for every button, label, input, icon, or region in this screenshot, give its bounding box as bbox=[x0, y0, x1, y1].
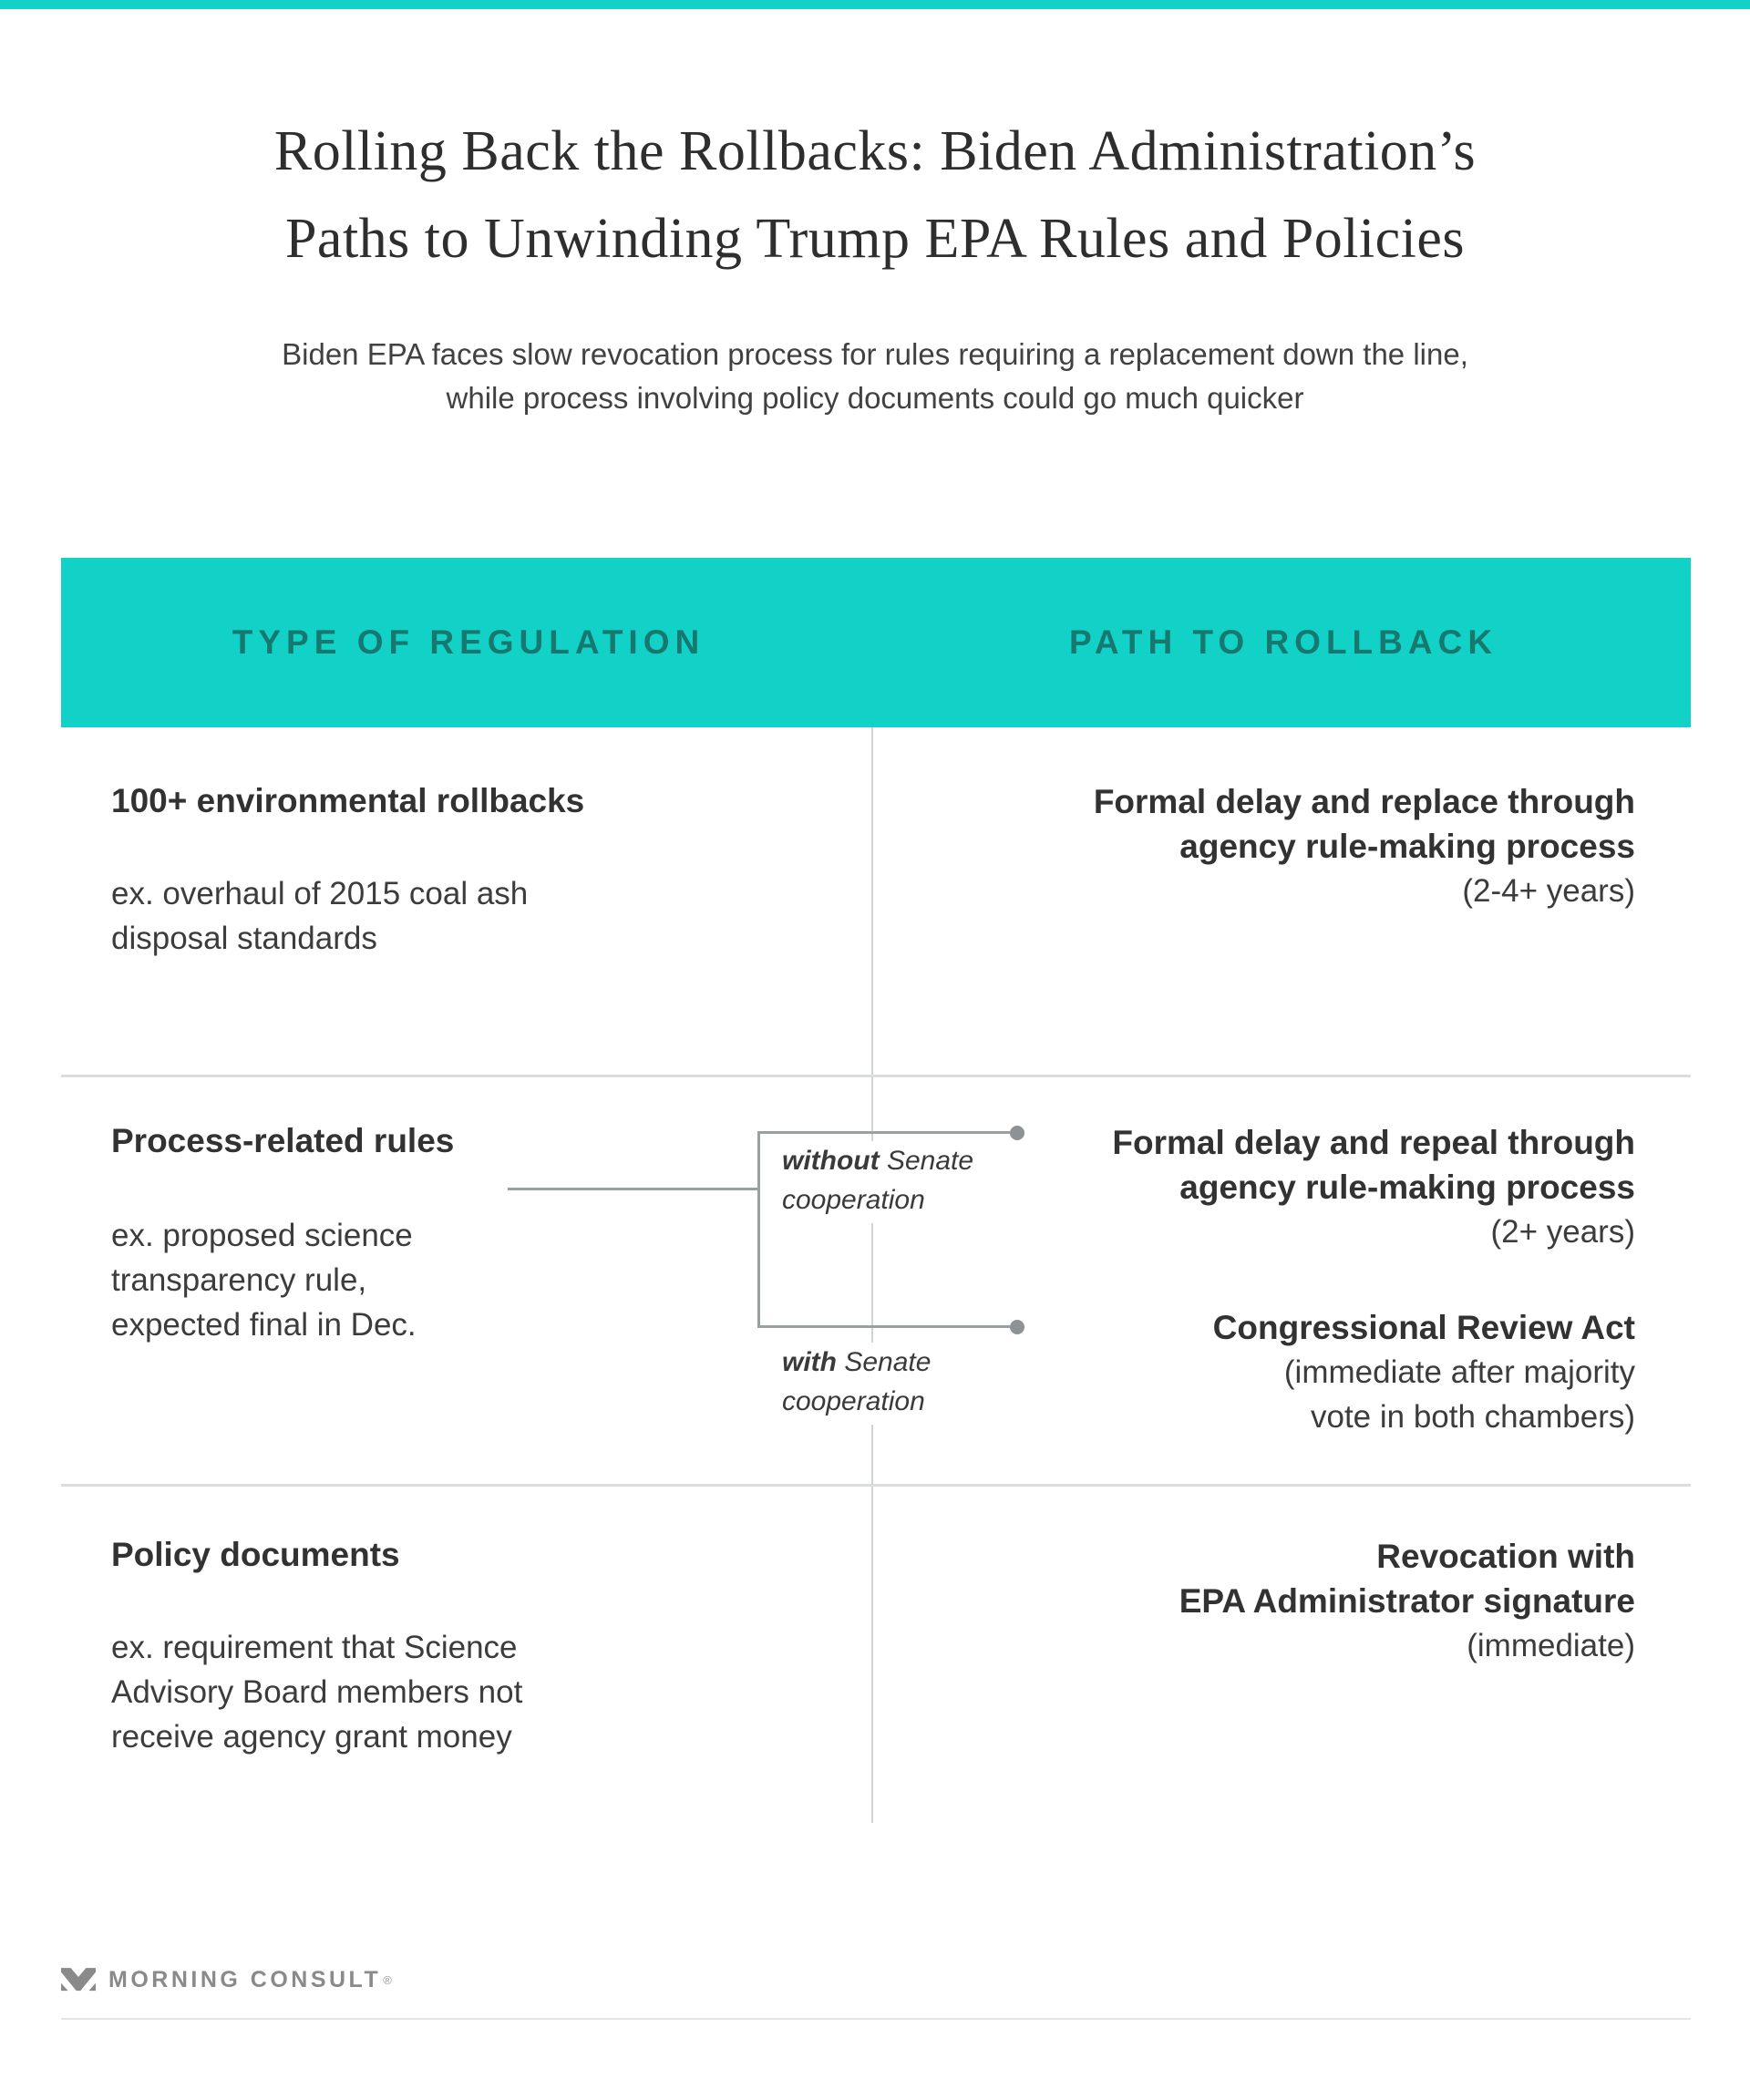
branch-label-without-senate bbox=[782, 1141, 986, 1223]
branch-label-without-emphasis: without bbox=[782, 1146, 880, 1176]
table-header-band bbox=[61, 558, 1691, 727]
row1-path-line2: agency rule-making process bbox=[1179, 828, 1635, 865]
row2-path1-note: (2+ years) bbox=[1490, 1214, 1635, 1250]
row2-example-line1: ex. proposed science bbox=[111, 1218, 413, 1253]
page-title bbox=[0, 108, 1750, 283]
row1-path-note: (2-4+ years) bbox=[1462, 873, 1635, 909]
row-separator-1 bbox=[61, 1075, 1691, 1077]
row3-example-line3: receive agency grant money bbox=[111, 1719, 512, 1755]
column-divider-line bbox=[871, 727, 873, 1823]
page-title-line1: Rolling Back the Rollbacks: Biden Administration’s bbox=[273, 120, 1477, 182]
row2-heading: Process-related rules bbox=[111, 1122, 455, 1159]
row3-heading: Policy documents bbox=[111, 1536, 400, 1573]
branch-label-without-rest: Senate bbox=[879, 1146, 974, 1176]
branch-connector-bottom-line bbox=[757, 1325, 1010, 1328]
row1-path bbox=[1094, 779, 1635, 913]
row1-example bbox=[111, 871, 528, 961]
row2-path2-note1: (immediate after majority bbox=[1283, 1354, 1635, 1390]
row-separator-2 bbox=[61, 1484, 1691, 1487]
table-header-left-cell bbox=[61, 558, 876, 727]
row3-path-line2: EPA Administrator signature bbox=[1179, 1582, 1635, 1620]
row1-example-line2: disposal standards bbox=[111, 921, 377, 956]
row2-path1-line1: Formal delay and repeal through bbox=[1112, 1124, 1635, 1161]
page-subtitle-line1: Biden EPA faces slow revocation process for rules requiring a replacement down the line, bbox=[282, 337, 1468, 371]
morning-consult-wordmark: MORNING CONSULT bbox=[108, 1966, 382, 1992]
row2-path2-line1: Congressional Review Act bbox=[1212, 1309, 1635, 1346]
registered-trademark-symbol: ® bbox=[383, 1972, 392, 1987]
branch-connector-vertical-line bbox=[757, 1131, 760, 1328]
top-accent-bar bbox=[0, 0, 1750, 9]
branch-label-without-line2: cooperation bbox=[782, 1185, 925, 1215]
row2-path-without-senate bbox=[1112, 1120, 1635, 1254]
row3-example-line1: ex. requirement that Science bbox=[111, 1630, 518, 1665]
row1-path-line1: Formal delay and replace through bbox=[1093, 783, 1635, 820]
morning-consult-logo bbox=[61, 1961, 392, 1998]
morning-consult-m-icon bbox=[61, 1965, 96, 1994]
table-header-right-cell bbox=[876, 558, 1691, 727]
page-subtitle-line2: while process involving policy documents could go much quicker bbox=[446, 381, 1304, 415]
row1-example-line1: ex. overhaul of 2015 coal ash bbox=[111, 876, 529, 911]
row3-example bbox=[111, 1625, 522, 1759]
branch-label-with-emphasis: with bbox=[782, 1347, 837, 1377]
column-header-path-to-rollback: PATH TO ROLLBACK bbox=[1068, 623, 1498, 661]
row2-path-with-senate bbox=[1213, 1305, 1635, 1439]
row2-example-line3: expected final in Dec. bbox=[111, 1307, 417, 1343]
branch-label-with-rest: Senate bbox=[837, 1347, 932, 1377]
row2-example-line2: transparency rule, bbox=[111, 1262, 367, 1298]
page-title-line2: Paths to Unwinding Trump EPA Rules and Policies bbox=[284, 208, 1466, 270]
row3-path-line1: Revocation with bbox=[1376, 1538, 1635, 1575]
branch-endpoint-dot-without bbox=[1010, 1126, 1024, 1140]
row2-example bbox=[111, 1213, 417, 1347]
row2-path2-note2: vote in both chambers) bbox=[1310, 1399, 1635, 1435]
column-header-type-of-regulation: TYPE OF REGULATION bbox=[232, 623, 705, 661]
row3-path-note: (immediate) bbox=[1467, 1628, 1635, 1663]
branch-label-with-senate bbox=[782, 1343, 943, 1425]
page-subtitle bbox=[0, 333, 1750, 420]
branch-connector-stem-line bbox=[508, 1188, 758, 1190]
footer-hairline bbox=[61, 2018, 1691, 2020]
row1-heading: 100+ environmental rollbacks bbox=[111, 782, 585, 819]
row3-path bbox=[1179, 1534, 1635, 1668]
branch-endpoint-dot-with bbox=[1010, 1320, 1024, 1334]
branch-connector-top-line bbox=[757, 1131, 1010, 1134]
row3-example-line2: Advisory Board members not bbox=[111, 1674, 523, 1710]
row2-path1-line2: agency rule-making process bbox=[1179, 1168, 1635, 1206]
branch-label-with-line2: cooperation bbox=[782, 1386, 925, 1416]
